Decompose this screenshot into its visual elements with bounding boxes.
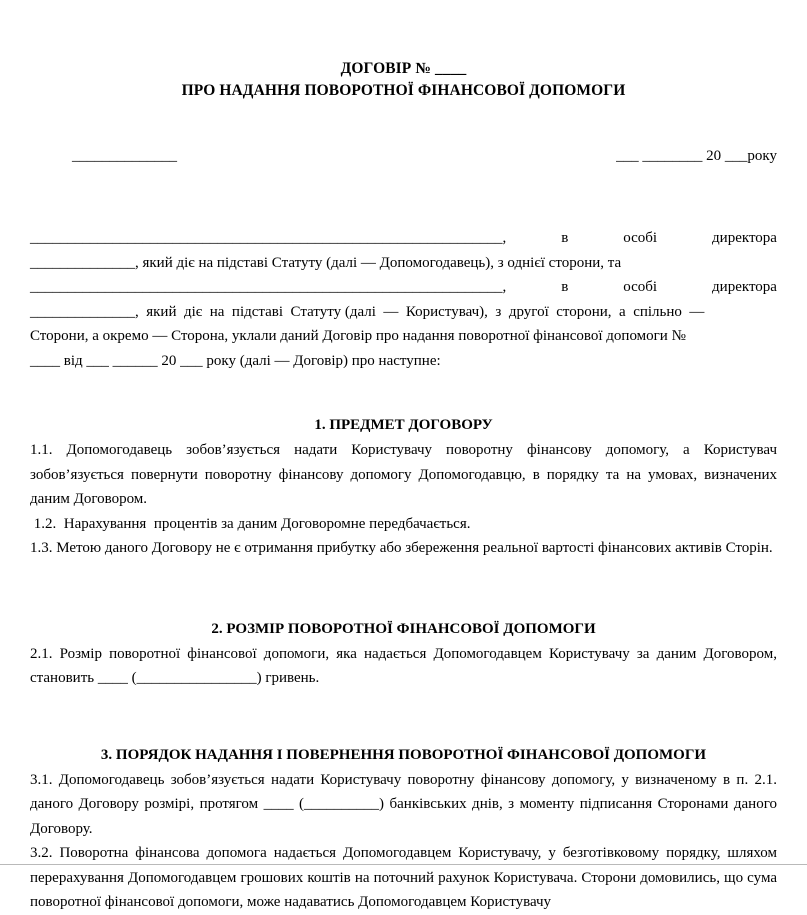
clause-1-2: 1.2. Нарахування процентів за даним Договоромне передбачається. — [30, 515, 471, 532]
preamble-line-3 — [30, 275, 777, 300]
preamble-line-6: ____ від ___ ______ 20 ___ року (далі — Договір) про наступне: — [30, 352, 441, 369]
preamble-line-2: ______________, який діє на підставі Статуту (далі — Допомогодавець), з однієї сторони, та — [30, 254, 622, 271]
preamble-line-3-word-v: в — [561, 279, 569, 295]
preamble-line-3-word-director: директора — [712, 279, 777, 295]
document-title-line-1: ДОГОВІР № ____ — [340, 60, 467, 77]
section-1-heading: 1. ПРЕДМЕТ ДОГОВОРУ — [314, 417, 493, 433]
document-body — [30, 0, 777, 915]
preamble-line-1-word-osobi: особі — [623, 230, 658, 246]
date-row — [30, 148, 777, 170]
clause-3-1: 3.1. Допомогодавець зобов’язується надати Користувачу поворотну фінансову допомогу, у визначеному в п. 2.1. даного Договору розмірі, протягом ____ (__________) банківських днів, з моменту підписання Сторонами даного Договору. — [30, 771, 777, 837]
party-one-name-blank: _______________________________________________________________, — [30, 230, 507, 246]
document-title-block — [30, 0, 777, 102]
clause-1-3: 1.3. Метою даного Договору не є отримання прибутку або збереження реальної вартості фінансових активів Сторін. — [30, 540, 773, 556]
party-two-name-blank: _______________________________________________________________, — [30, 279, 507, 295]
preamble-line-5: Сторони, а окремо — Сторона, уклали даний Договір про надання поворотної фінансової допомоги № — [30, 328, 686, 344]
section-2-body — [30, 642, 777, 691]
preamble-line-1 — [30, 226, 777, 251]
section-2-heading: 2. РОЗМІР ПОВОРОТНОЇ ФІНАНСОВОЇ ДОПОМОГИ — [211, 620, 596, 637]
preamble-block — [30, 226, 777, 373]
document-title-line-2: ПРО НАДАННЯ ПОВОРОТНОЇ ФІНАНСОВОЇ ДОПОМОГИ — [181, 82, 626, 99]
preamble-line-4: ______________, який діє на підставі Статуту (далі — Користувач), з другої сторони, а спільно — — [30, 303, 705, 320]
preamble-line-1-word-director: директора — [712, 230, 777, 246]
section-3-heading: 3. ПОРЯДОК НАДАННЯ І ПОВЕРНЕННЯ ПОВОРОТНОЇ ФІНАНСОВОЇ ДОПОМОГИ — [100, 746, 707, 763]
preamble-line-1-word-v: в — [561, 230, 569, 246]
clause-2-1: 2.1. Розмір поворотної фінансової допомоги, яка надається Допомогодавцем Користувачу за даним Договором, становить ____ (________________) гривень. — [30, 645, 777, 686]
preamble-line-3-word-osobi: особі — [623, 279, 658, 295]
section-3-body — [30, 768, 777, 915]
place-blank-field: ______________ — [72, 148, 177, 164]
date-blank-field: ___ ________ 20 ___року — [616, 148, 777, 164]
section-1-body — [30, 438, 777, 561]
clause-3-2: 3.2. Поворотна фінансова допомога надається Допомогодавцем Користувачу, у безготівковому порядку, шляхом перерахування Допомогодавцем грошових коштів на поточний рахунок Користувача. Сторони домовились, що сума поворотної фінансової допомоги, може надаватись Допомогодавцем Користувачу — [30, 845, 777, 910]
clause-1-1: 1.1. Допомогодавець зобов’язується надати Користувачу поворотну фінансову допомогу, а Користувач зобов’язується повернути поворотну фінансову допомогу Допомогодавцю, в порядку та на умовах, визначених даним Договором. — [30, 442, 777, 507]
